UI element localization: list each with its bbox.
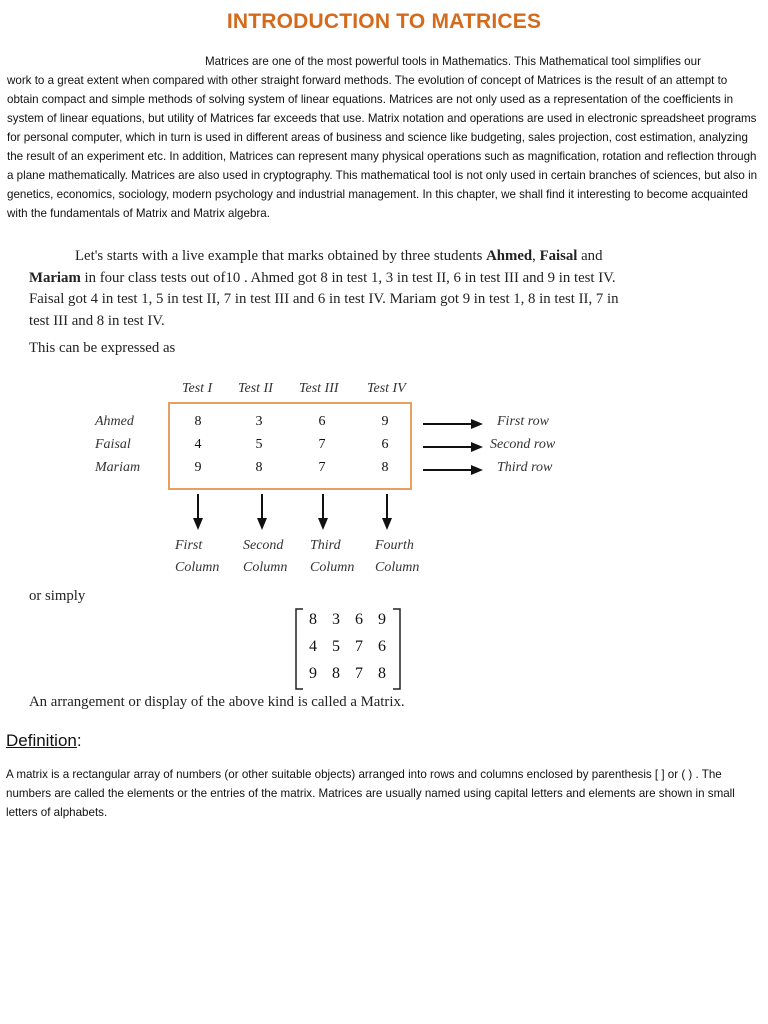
- expressed-text: This can be expressed as: [29, 340, 176, 356]
- mark-cell: 8: [194, 414, 202, 429]
- student-name-2: Faisal: [95, 437, 131, 452]
- definition-heading: [6, 731, 82, 751]
- matrix-cell: 5: [332, 638, 340, 655]
- mark-cell: 9: [194, 460, 202, 475]
- example-text-2: in four class tests out of10 . Ahmed got 8 in test 1, 3 in test II, 6 in test III and 9 in test IV.: [84, 269, 616, 286]
- matrix-cell: 9: [378, 611, 386, 628]
- column-label-2: [243, 535, 287, 579]
- mark-cell: 6: [381, 437, 389, 452]
- matrix-cell: 3: [332, 611, 340, 628]
- matrix-cell: 7: [355, 638, 363, 655]
- arrow-right-icon: [423, 441, 483, 453]
- arrow-right-icon: [423, 464, 483, 476]
- column-label-4: [375, 535, 419, 579]
- matrix-cell: 6: [378, 638, 386, 655]
- matrix: [295, 608, 401, 690]
- header-test-3: Test III: [299, 381, 339, 396]
- column-label-bottom: Column: [175, 560, 220, 575]
- mark-cell: 3: [255, 414, 263, 429]
- matrix-cell: 8: [332, 665, 340, 682]
- mark-cell: 8: [255, 460, 263, 475]
- comma: ,: [532, 248, 536, 264]
- arrow-down-icon: [256, 494, 268, 530]
- arrow-right-icon: [423, 418, 483, 430]
- matrix-cell: 9: [309, 665, 317, 682]
- definition-body: A matrix is a rectangular array of numbers (or other suitable objects) arranged into rows and columns enclosed by parenthesis [ ] or ( ) . The numbers are called the elements or the entries of the matrix. Matrices are usually named using capital letters and elements are shown in small letters of alphabets.: [6, 768, 735, 819]
- matrix-cell: 6: [355, 611, 363, 628]
- example-text-1: Let's starts with a live example that marks obtained by three students: [75, 248, 483, 264]
- column-label-bottom: Column: [375, 560, 420, 575]
- matrix-cell: 4: [309, 638, 317, 655]
- student-name-1: Ahmed: [95, 414, 134, 429]
- column-label-bottom: Column: [243, 560, 288, 575]
- matrix-cell: 8: [378, 665, 386, 682]
- definition-heading-text: Definition: [6, 731, 77, 750]
- second-row-label: Second row: [490, 437, 556, 452]
- example-line-3: Faisal got 4 in test 1, 5 in test II, 7 in test III and 6 in test IV. Mariam got 9 in test 1, 8 in test II, 7 in: [29, 291, 619, 308]
- or-simply-text: or simply: [29, 588, 86, 604]
- arrow-down-icon: [317, 494, 329, 530]
- example-line-1: [29, 246, 649, 268]
- and-word: and: [581, 248, 603, 264]
- matrix-called-text: An arrangement or display of the above kind is called a Matrix.: [29, 694, 405, 710]
- mark-cell: 8: [381, 460, 389, 475]
- matrix-cell: 7: [355, 665, 363, 682]
- page-title: INTRODUCTION TO MATRICES: [226, 10, 542, 33]
- student-faisal: Faisal: [539, 248, 578, 264]
- student-name-3: Mariam: [95, 460, 141, 475]
- third-row-label: Third row: [497, 460, 553, 475]
- mark-cell: 9: [381, 414, 389, 429]
- intro-first-line: Matrices are one of the most powerful tools in Mathematics. This Mathematical tool simplifies our: [205, 55, 701, 68]
- example-paragraph: [29, 246, 649, 332]
- header-test-1: Test I: [182, 381, 213, 396]
- column-label-top: First: [175, 538, 203, 553]
- column-label-1: [175, 535, 219, 579]
- example-line-4: test III and 8 in test IV.: [29, 312, 165, 329]
- student-mariam: Mariam: [29, 269, 81, 286]
- definition-colon: :: [76, 731, 82, 750]
- mark-cell: 4: [194, 437, 202, 452]
- example-line-2: [29, 268, 649, 290]
- mark-cell: 7: [318, 437, 326, 452]
- arrow-down-icon: [381, 494, 393, 530]
- column-label-top: Fourth: [375, 538, 414, 553]
- mark-cell: 6: [318, 414, 326, 429]
- column-label-top: Third: [310, 538, 341, 553]
- intro-rest: work to a great extent when compared with other straight forward methods. The evolution of concept of Matrices is the result of an attempt to obtain compact and simple methods of solving system of linear equations. Matrices are not only used as a representation of the coefficients in system of linear equations, but utility of Matrices far exceeds that use. Matrix notation and operations are used in electronic spreadsheet programs for personal computer, which in turn is used in different areas of business and science like budgeting, sales projection, cost estimation, analyzing the result of an experiment etc. In addition, Matrices can represent many physical operations such as magnification, rotation and reflection through a plane mathematically. Matrices are also used in cryptography. This mathematical tool is not only used in certain branches of sciences, but also in genetics, economics, sociology, modern psychology and industrial management. In this chapter, we shall find it interesting to become acquainted with the fundamentals of Matrix and Matrix algebra.: [7, 74, 758, 220]
- arrow-down-icon: [192, 494, 204, 530]
- column-label-top: Second: [243, 538, 284, 553]
- header-test-4: Test IV: [367, 381, 406, 396]
- mark-cell: 5: [255, 437, 263, 452]
- column-label-bottom: Column: [310, 560, 355, 575]
- intro-paragraph: [7, 52, 759, 223]
- header-test-2: Test II: [238, 381, 273, 396]
- first-row-label: First row: [497, 414, 549, 429]
- matrix-cell: 8: [309, 611, 317, 628]
- column-label-3: [310, 535, 354, 579]
- student-ahmed: Ahmed: [486, 248, 533, 264]
- mark-cell: 7: [318, 460, 326, 475]
